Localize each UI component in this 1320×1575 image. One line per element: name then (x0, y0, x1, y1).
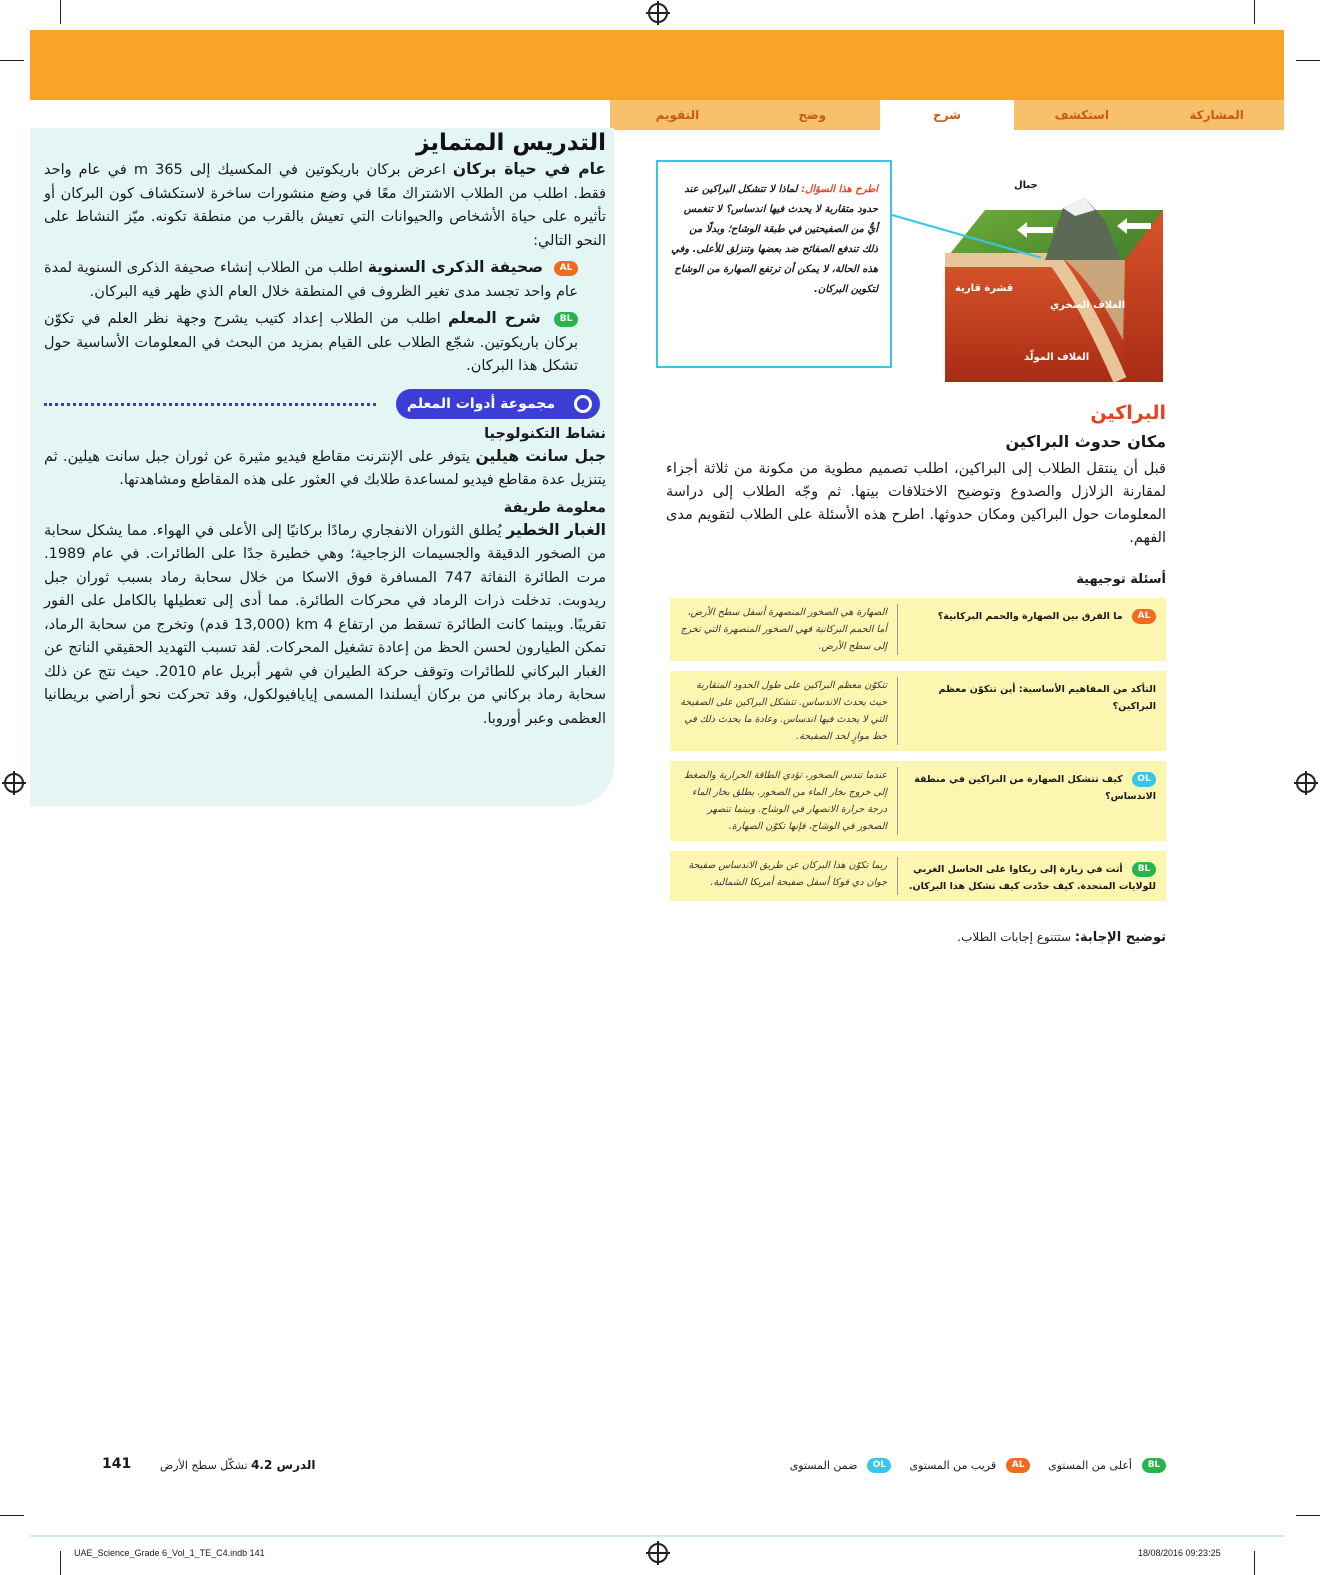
crop-mark (0, 60, 24, 61)
answer-text: عندما تندس الصخور، تؤدي الطاقة الحرارية والضغط إلى خروج بخار الماء من الصخور. يطلق بخار الماء درجة حرارة الانصهار في الوشاح. وبينما تنصهر الصخور في الوشاح، فإنها تكوّن الصهارة. (680, 767, 898, 835)
paragraph-text: يُطلق الثوران الانفجاري رمادًا بركانيًا إلى الأعلى في الهواء. مما يشكل سحابة من الصخور الدقيقة والجسيمات الزجاجية؛ وهي خطيرة جدًا على الطائرات. في عام 1989. مرت الطائرة النفاثة 747 المسافرة فوق الاسكا من خلال سحابة رماد بسبب ثوران جبل ريدوبت. تدخلت ذرات الرماد في محركات الطائرة. مما أدى إلى تعطيلها بالكامل على الفور تقريبًا. وبينما كانت الطائرة تسقط من ارتفاع 4 km (13,000 قدم) وتخرج من سحابة الرماد، تمكن الطيارون لحسن الحظ من إعادة تشغيل المحركات. لقد تسبب التهديد الحقيقي الناتج عن الغبار البركاني للطائرات وتوقف حركة الطيران في شهر أبريل عام 2010. حيث نتج عن ذلك سحابة رماد بركاني من بركان أيسلندا المسمى إيايافيولكول، وقد تحركت نحو أراضي بريطانيا العظمى وعبر أوروبا. (44, 522, 607, 727)
legend-item (1048, 1458, 1166, 1473)
legend-text: أعلى من المستوى (1048, 1459, 1132, 1472)
crop-mark (60, 0, 61, 24)
differentiated-content (44, 128, 606, 731)
legend-text: قريب من المستوى (909, 1459, 997, 1472)
paragraph (44, 445, 606, 493)
question-text (906, 857, 1156, 895)
level-legend (780, 1458, 1166, 1473)
toolbox-label: مجموعة أدوات المعلم (396, 389, 566, 419)
level-badge-bl: BL (554, 312, 578, 327)
lesson-tabs (610, 100, 1284, 130)
registration-mark-icon (648, 3, 668, 23)
lesson-reference (160, 1458, 316, 1472)
question-text (906, 767, 1156, 835)
paragraph-text: يتوفر على الإنترنت مقاطع فيديو مثيرة عن ثوران جبل سانت هيلين. ثم يتنزيل عدة مقاطع فيديو لمساعدة طلابك في العثور على هذه المقاطع ومشاهدتها. (44, 448, 606, 488)
paragraph-heading: صحيفة الذكرى السنوية (367, 258, 544, 276)
level-badge-bl: BL (1142, 1458, 1166, 1473)
paragraph (44, 519, 606, 732)
question-card (670, 761, 1166, 841)
label-mountains: جبال (1014, 180, 1038, 191)
callout-text: لماذا لا تتشكل البراكين عند حدود متقاربة لا يحدث فيها اندساس؟ لا تنغمس أيٌّ من الصفيحتين في طبقة الوشاح؛ وبدلًا من ذلك تندفع الصفائح ضد بعضها وتنزلق للأعلى. وفي هذه الحالة، لا يمكن أن ترتفع الصهارة من الوشاح لتكوين البركان. (671, 184, 878, 295)
registration-mark-icon (1296, 773, 1316, 793)
label-lithosphere: الغلاف الصخري (1050, 300, 1126, 311)
registration-mark-icon (4, 773, 24, 793)
crop-mark (1296, 1515, 1320, 1516)
target-icon (566, 389, 600, 419)
lesson-number: الدرس 4.2 (251, 1458, 316, 1472)
tab-elaborate[interactable]: وضح (798, 108, 827, 122)
header-band (30, 30, 1284, 100)
paragraph-bl (44, 307, 578, 379)
legend-item (909, 1458, 1030, 1473)
legend-text: ضمن المستوى (789, 1459, 858, 1472)
print-slug-date: 18/08/2016 09:23:25 (1138, 1548, 1221, 1558)
question-text: التأكد من المفاهيم الأساسية: أين تتكوّن معظم البراكين؟ (938, 684, 1156, 712)
legend-item (790, 1458, 892, 1473)
question-text (906, 604, 1156, 655)
lesson-title: تشكّل سطح الأرض (160, 1459, 248, 1472)
answer-note-label: توضيح الإجابة: (1074, 930, 1166, 945)
divider (44, 403, 376, 406)
paragraph-al (44, 256, 578, 304)
level-badge-bl: BL (1132, 862, 1156, 877)
tab-engage[interactable]: المشاركة (1189, 108, 1244, 122)
level-badge-ol: OL (867, 1458, 891, 1473)
divider (30, 1535, 1284, 1537)
paragraph-heading: جبل سانت هيلين (475, 446, 607, 465)
question-card (670, 851, 1166, 901)
section-title: التدريس المتمايز (416, 130, 606, 156)
callout-label: اطرح هذا السؤال: (801, 184, 878, 195)
answer-text: الصهارة هي الصخور المنصهرة أسفل سطح الأرض، أما الحمم البركانية فهي الصخور المنصهرة التي تخرج إلى سطح الأرض. (680, 604, 898, 655)
question-label: ما الفرق بين الصهارة والحمم البركانية؟ (937, 611, 1123, 622)
questions-heading: أسئلة توجيهية (1076, 572, 1166, 587)
label-continental-crust: قشرة قارية (955, 283, 1014, 294)
question-card (670, 598, 1166, 661)
callout-box (656, 160, 892, 368)
topic-heading: البراكين (1090, 402, 1166, 424)
paragraph-heading: عام في حياة بركان (452, 160, 607, 178)
crop-mark (60, 1551, 61, 1575)
page-number: 141 (102, 1456, 132, 1472)
level-badge-al: AL (1006, 1458, 1030, 1473)
answer-text: ربما تكوّن هذا البركان عن طريق الاندساس صفيحة جوان دي فوكا أسفل صفيحة أمريكا الشمالية. (680, 857, 898, 895)
section-heading: مكان حدوث البراكين (1005, 432, 1166, 451)
crop-mark (1254, 0, 1255, 24)
crop-mark (1254, 1551, 1255, 1575)
tab-explore[interactable]: استكشف (1054, 108, 1109, 122)
print-slug-file: UAE_Science_Grade 6_Vol_1_TE_C4.indb 141 (74, 1548, 265, 1558)
answer-note (666, 927, 1166, 948)
crop-mark (0, 1515, 24, 1516)
tab-evaluate[interactable]: التقويم (655, 108, 700, 122)
answer-note-text: ستتنوع إجابات الطلاب. (957, 930, 1072, 944)
answer-text: تتكوّن معظم البراكين على طول الحدود المتقاربة حيث يحدث الاندساس. تتشكل البراكين على الصفيحة التي لا يحدث فيها اندساس. وعادة ما يحدث ذلك في خط موازٍ لحد الصفيحة. (680, 677, 898, 745)
paragraph-text: اطلب من الطلاب إنشاء صحيفة الذكرى السنوية لمدة عام واحد تجسد مدى تغير الظروف في المنطقة خلال العام الذي ظهر فيه البركان. (44, 260, 578, 300)
tab-explain[interactable]: شرح (880, 100, 1015, 130)
question-label: أتت في زيارة إلى ريكاوا على الحاسل الغربي للولايات المتحدة. كيف حدّدت كيف تشكل هذا البركان. (908, 864, 1156, 892)
paragraph (44, 158, 606, 253)
volcanoes-section (666, 400, 1166, 948)
level-badge-al: AL (554, 261, 578, 276)
paragraph-text: اطلب من الطلاب إعداد كتيب يشرح وجهة نظر العلم في تكوّن بركان باريكوتين. شجّع الطلاب على القيام بمزيد من البحث في المعلومات الأساسية حول تشكل هذا البركان. (44, 311, 578, 374)
paragraph-heading: شرح المعلم (447, 309, 541, 327)
subheading: معلومة طريفة (503, 499, 606, 516)
question-label: كيف تتشكل الصهارة من البراكين في منطقة الاندساس؟ (914, 774, 1156, 802)
intro-paragraph: قبل أن ينتقل الطلاب إلى البراكين، اطلب تصميم مطوية من مكونة من ثلاثة أجزاء لمقارنة الزلازل والصدوع وتوضيح الاختلافات بينها. ثم وجّه الطلاب إلى دراسة المعلومات حول البراكين ومكان حدوثها. اطرح هذه الأسئلة على الطلاب لتقويم مدى الفهم. (666, 461, 1166, 546)
level-badge-ol: OL (1132, 772, 1156, 787)
question-card (670, 671, 1166, 751)
level-badge-al: AL (1132, 609, 1156, 624)
paragraph-text: اعرض بركان باريكوتين في المكسيك إلى 365 m في عام واحد فقط. اطلب من الطلاب الاشتراك معًا في وضع منشورات ساخرة لاستكشاف كون البركان أو تأثيره على حياة الأشخاص والحيوانات التي تعيش بالقرب من منطقة تكونه. ميّز النشاط على النحو التالي: (44, 162, 606, 249)
subheading: نشاط التكنولوجيا (484, 425, 606, 442)
paragraph-heading: الغبار الخطير (506, 520, 606, 539)
registration-mark-icon (648, 1543, 668, 1563)
label-mantle: الغلاف المولّد (1024, 352, 1090, 363)
toolbox-header (44, 389, 606, 419)
crop-mark (1296, 60, 1320, 61)
